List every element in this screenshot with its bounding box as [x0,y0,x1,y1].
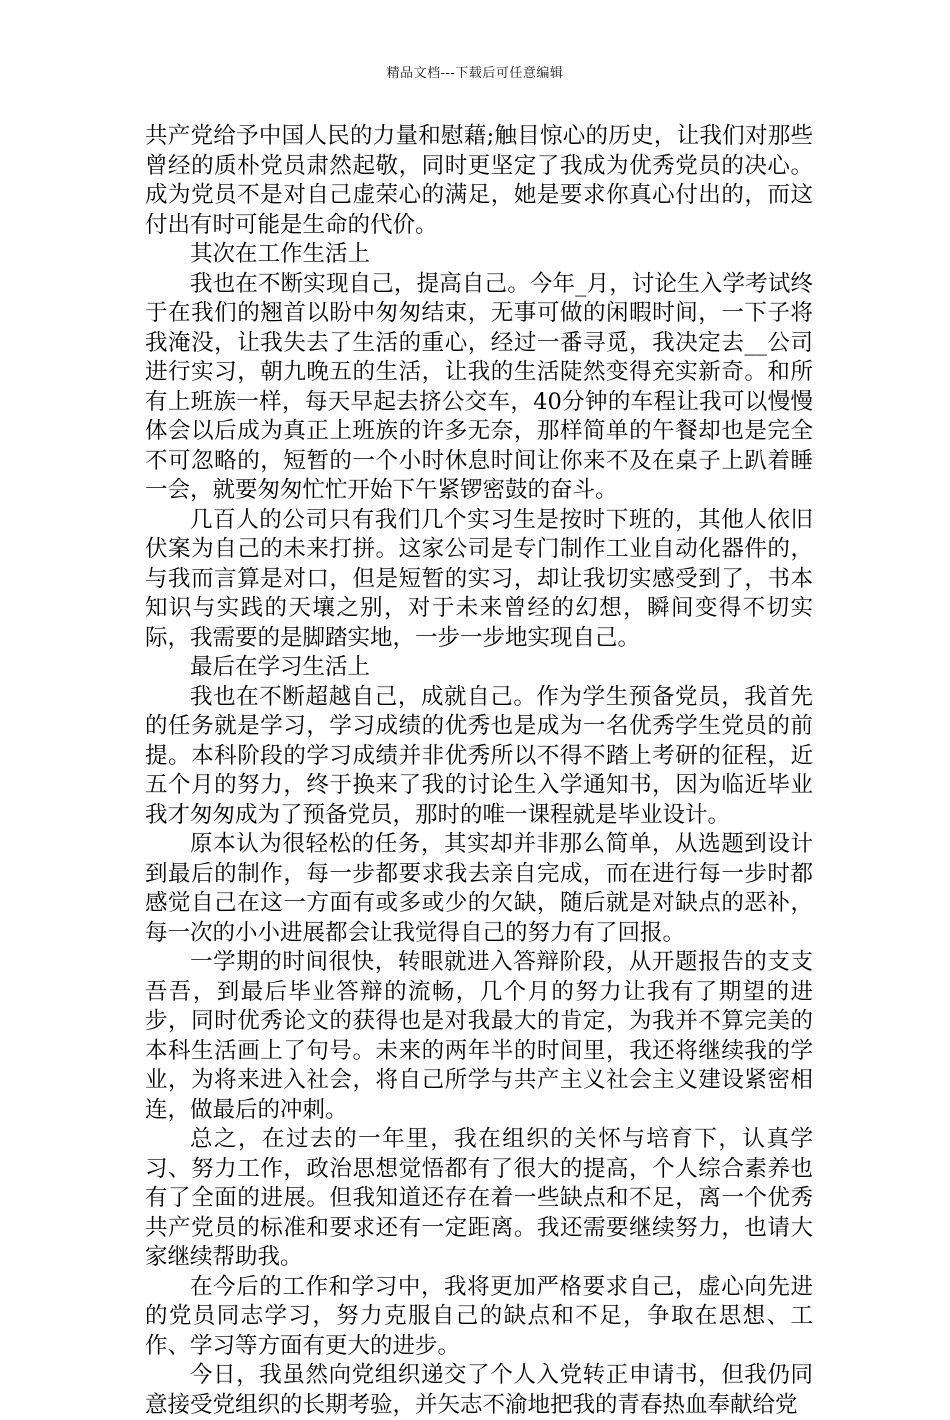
paragraph: 今日，我虽然向党组织递交了个人入党转正申请书，但我仍同意接受党组织的长期考验，并矢志不渝地把我的青春热血奉献给党 [145,1362,813,1418]
paragraph: 在今后的工作和学习中，我将更加严格要求自己，虚心向先进的党员同志学习，努力克服自己的缺点和不足，争取在思想、工作、学习等方面有更大的进步。 [145,1273,813,1359]
section-heading-study-life: 最后在学习生活上 [190,654,371,680]
paragraph-continuation: 共产党给予中国人民的力量和慰藉;触目惊心的历史，让我们对那些曾经的质朴党员肃然起敬，同时更坚定了我成为优秀党员的决心。成为党员不是对自己虚荣心的满足，她是要求你真心付出的，而这付出有时可能是生命的代价。 [145,123,813,238]
paragraph: 总之，在过去的一年里，我在组织的关怀与培育下，认真学习、努力工作，政治思想觉悟都有了很大的提高，个人综合素养也有了全面的进展。但我知道还存在着一些缺点和不足，离一个优秀共产党员的标准和要求还有一定距离。我还需要继续努力，也请大家继续帮助我。 [145,1126,813,1270]
paragraph: 几百人的公司只有我们几个实习生是按时下班的，其他人依旧伏案为自己的未来打拼。这家公司是专门制作工业自动化器件的，与我而言算是对口，但是短暂的实习，却让我切实感受到了，书本知识与实践的天壤之别，对于未来曾经的幻想，瞬间变得不切实际，我需要的是脚踏实地，一步一步地实现自己。 [145,506,813,651]
paragraph: 我也在不断实现自己，提高自己。今年_月，讨论生入学考试终于在我们的翘首以盼中匆匆结束，无事可做的闲暇时间，一下子将我淹没，让我失去了生活的重心，经过一番寻觅，我决定去__公司进行实习，朝九晚五的生活，让我的生活陡然变得充实新奇。和所有上班族一样，每天早起去挤公交车，40分钟的车程让我可以慢慢体会以后成为真正上班族的许多无奈，那样简单的午餐却也是完全不可忽略的，短暂的一个小时休息时间让你来不及在桌子上趴着睡一会，就要匆匆忙忙开始下午紧锣密鼓的奋斗。 [145,270,813,503]
page-header: 精品文档---下载后可任意编辑 [386,66,564,81]
document-body [145,122,813,1420]
paragraph: 原本认为很轻松的任务，其实却并非那么简单，从选题到设计到最后的制作，每一步都要求我去亲自完成，而在进行每一步时都感觉自己在这一方面有或多或少的欠缺，随后就是对缺点的恶补，每一次的小小进展都会让我觉得自己的努力有了回报。 [145,831,813,946]
section-heading-work-life: 其次在工作生活上 [190,241,371,267]
paragraph: 我也在不断超越自己，成就自己。作为学生预备党员，我首先的任务就是学习，学习成绩的优秀也是成为一名优秀学生党员的前提。本科阶段的学习成绩并非优秀所以不得不踏上考研的征程，近五个月的努力，终于换来了我的讨论生入学通知书，因为临近毕业我才匆匆成为了预备党员，那时的唯一课程就是毕业设计。 [145,683,813,828]
paragraph: 一学期的时间很快，转眼就进入答辩阶段，从开题报告的支支吾吾，到最后毕业答辩的流畅，几个月的努力让我有了期望的进步，同时优秀论文的获得也是对我最大的肯定，为我并不算完美的本科生活画上了句号。未来的两年半的时间里，我还将继续我的学业，为将来进入社会，将自己所学与共产主义社会主义建设紧密相连，做最后的冲刺。 [145,949,813,1123]
